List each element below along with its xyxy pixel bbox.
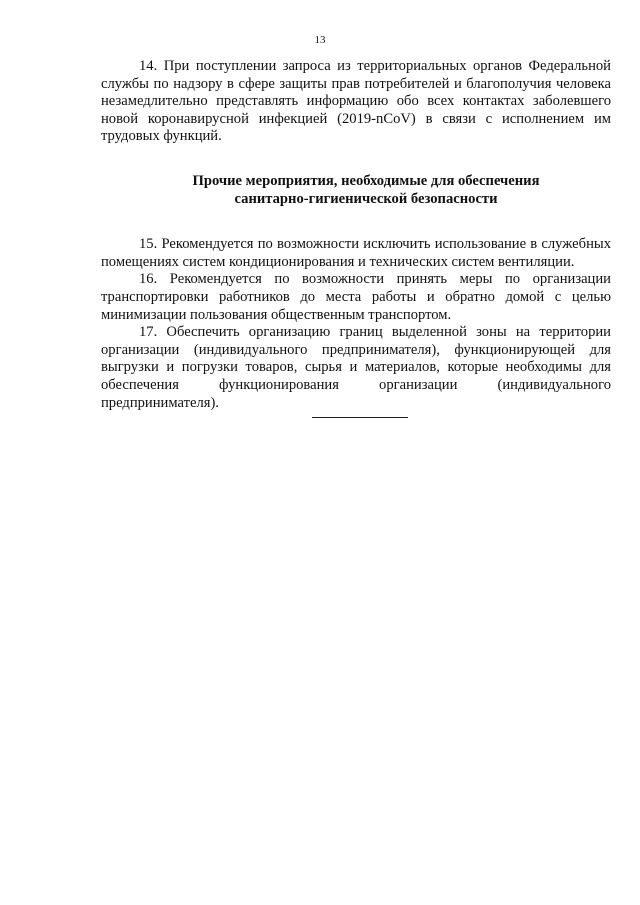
paragraph-14: 14. При поступлении запроса из территориальных органов Федеральной службы по надзору в сфере защиты прав потребителей и благополучия человека незамедлительно представлять информацию обо всех контактах заболевшего новой коронавирусной инфекцией (2019-nCoV) в связи с исполнением им трудовых функций. xyxy=(101,58,611,145)
section-heading-line-2: санитарно-гигиенической безопасности xyxy=(234,190,498,207)
section-heading xyxy=(101,173,611,208)
paragraph-17: 17. Обеспечить организацию границ выделенной зоны на территории организации (индивидуального предпринимателя), функционирующей для выгрузки и погрузки товаров, сырья и материалов, которые необходимы для обеспечения функционирования организации (индивидуального предпринимателя). xyxy=(101,324,611,411)
paragraph-15: 15. Рекомендуется по возможности исключить использование в служебных помещениях систем кондиционирования и технических систем вентиляции. xyxy=(101,236,611,270)
paragraph-16: 16. Рекомендуется по возможности принять меры по организации транспортировки работников до места работы и обратно домой с целью минимизации пользования общественным транспортом. xyxy=(101,271,611,323)
page-number: 13 xyxy=(314,34,326,46)
section-heading-line-1: Прочие мероприятия, необходимые для обеспечения xyxy=(192,172,540,189)
document-body xyxy=(101,58,611,412)
end-of-text-rule xyxy=(312,417,408,418)
